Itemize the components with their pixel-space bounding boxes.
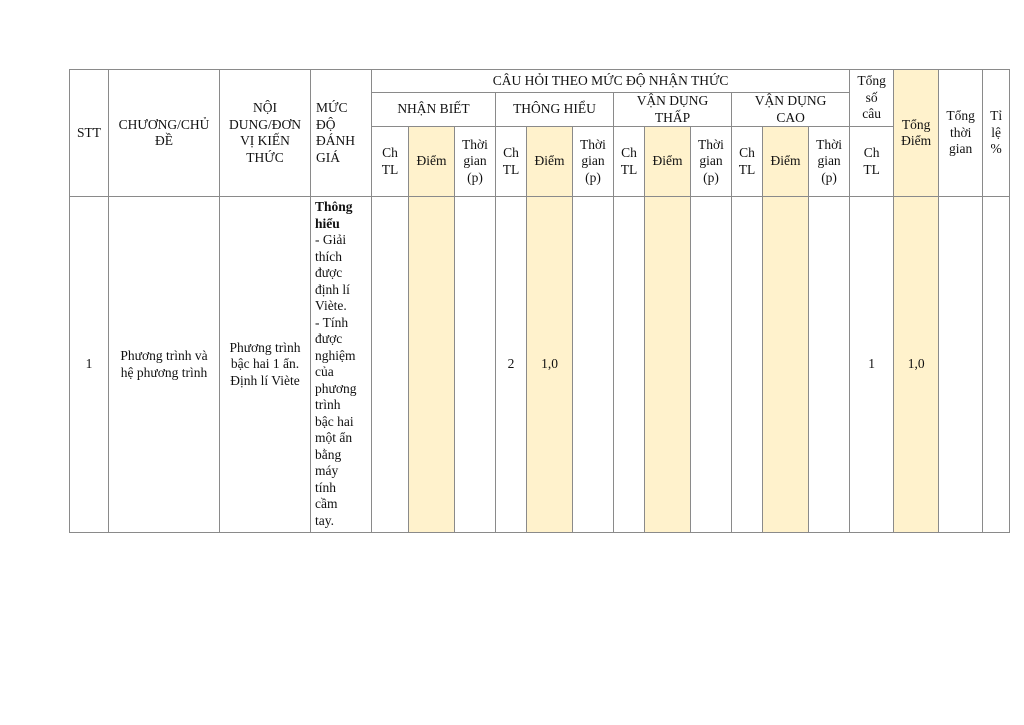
row-tong-cau: 1 <box>850 197 894 533</box>
header-chuong-chu-de: CHƯƠNG/CHỦ ĐỀ <box>109 70 220 197</box>
row-vdt-tg <box>691 197 732 533</box>
row-th-tg <box>573 197 614 533</box>
muc-do-line: được <box>315 265 343 280</box>
row-nb-ch <box>372 197 409 533</box>
row-nb-tg <box>455 197 496 533</box>
exam-matrix-table <box>69 69 1010 533</box>
vdc-ch-tl: Ch TL <box>732 127 763 197</box>
header-van-dung-cao: VẬN DỤNG CAO <box>732 93 850 127</box>
header-cau-hoi: CÂU HỎI THEO MỨC ĐỘ NHẬN THỨC <box>372 70 850 93</box>
row-vdc-ch <box>732 197 763 533</box>
muc-do-title: Thông hiểu <box>315 199 353 231</box>
vdt-ch-tl: Ch TL <box>614 127 645 197</box>
vdt-diem: Điểm <box>645 127 691 197</box>
muc-do-line: bằng <box>315 446 342 462</box>
row-th-diem: 1,0 <box>527 197 573 533</box>
row-tong-thoi-gian <box>939 197 983 533</box>
th-ch-tl: Ch TL <box>496 127 527 197</box>
header-tong-thoi-gian: Tổng thời gian <box>939 70 983 197</box>
row-vdc-diem <box>763 197 809 533</box>
header-tong-diem: Tổng Điểm <box>894 70 939 197</box>
header-noi-dung: NỘI DUNG/ĐƠN VỊ KIẾN THỨC <box>220 70 311 197</box>
header-ti-le: Tỉ lệ % <box>983 70 1010 197</box>
muc-do-line: của <box>315 364 334 379</box>
muc-do-line: bậc hai <box>315 413 354 429</box>
muc-do-line: tay. <box>315 512 334 528</box>
muc-do-line: Viète. <box>315 298 347 313</box>
nb-ch-tl: Ch TL <box>372 127 409 197</box>
muc-do-line: thích <box>315 248 342 264</box>
row-tong-diem: 1,0 <box>894 197 939 533</box>
muc-do-line: một ẩn <box>315 430 353 445</box>
row-stt: 1 <box>70 197 109 533</box>
muc-do-line: cầm <box>315 496 338 511</box>
header-van-dung-thap: VẬN DỤNG THẤP <box>614 93 732 127</box>
row-noi-dung: Phương trình bậc hai 1 ẩn. Định lí Viète <box>220 197 311 533</box>
vdt-thoi-gian: Thời gian (p) <box>691 127 732 197</box>
muc-do-line: trình <box>315 397 341 412</box>
header-stt: STT <box>70 70 109 197</box>
nb-thoi-gian: Thời gian (p) <box>455 127 496 197</box>
muc-do-line: nghiệm <box>315 347 356 363</box>
row-nb-diem <box>409 197 455 533</box>
header-tong-so-cau: Tổng số câu <box>850 70 894 127</box>
row-vdt-ch <box>614 197 645 533</box>
row-th-ch: 2 <box>496 197 527 533</box>
muc-do-line: được <box>315 331 343 346</box>
muc-do-description <box>315 232 367 529</box>
muc-do-line: tính <box>315 479 337 495</box>
muc-do-line: máy <box>315 463 339 478</box>
muc-do-line: phương <box>315 380 357 396</box>
row-chuong: Phương trình và hệ phương trình <box>109 197 220 533</box>
header-thong-hieu: THÔNG HIỂU <box>496 93 614 127</box>
muc-do-line: - Tính <box>315 314 349 330</box>
th-diem: Điểm <box>527 127 573 197</box>
table-row <box>70 197 1010 533</box>
muc-do-line: - Giải <box>315 232 347 247</box>
row-muc-do <box>311 197 372 533</box>
nb-diem: Điểm <box>409 127 455 197</box>
muc-do-line: định lí <box>315 281 350 297</box>
row-ti-le <box>983 197 1010 533</box>
row-vdt-diem <box>645 197 691 533</box>
header-muc-do: MỨC ĐỘ ĐÁNH GIÁ <box>311 70 372 197</box>
th-thoi-gian: Thời gian (p) <box>573 127 614 197</box>
header-nhan-biet: NHẬN BIẾT <box>372 93 496 127</box>
vdc-diem: Điểm <box>763 127 809 197</box>
row-vdc-tg <box>809 197 850 533</box>
tong-ch-tl: Ch TL <box>850 127 894 197</box>
vdc-thoi-gian: Thời gian (p) <box>809 127 850 197</box>
